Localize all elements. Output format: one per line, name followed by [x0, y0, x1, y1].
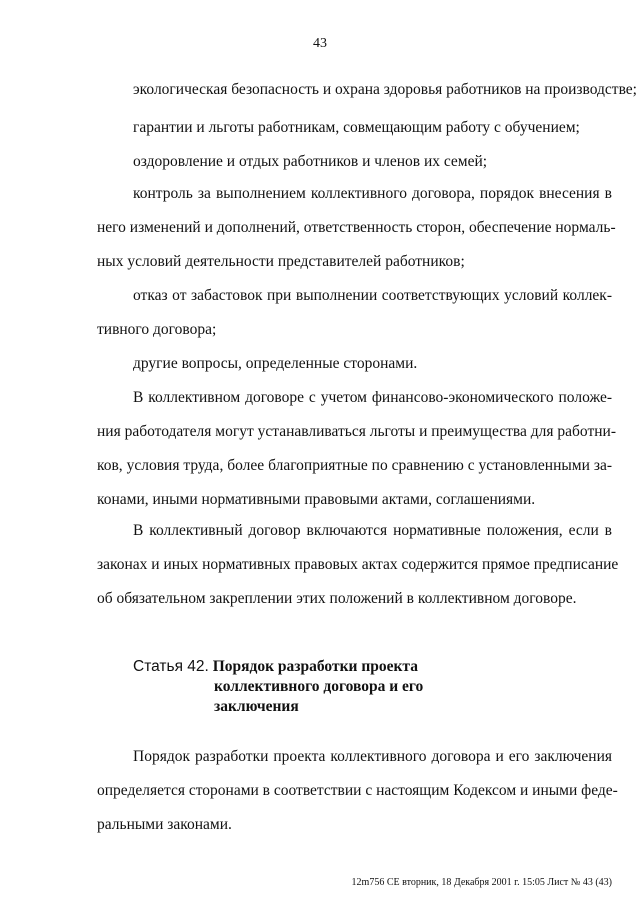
text-line: ных условий деятельности представителей работников;: [97, 253, 465, 270]
text-line: другие вопросы, определенные сторонами.: [133, 355, 418, 372]
text-line: экологическая безопасность и охрана здоровья работников на производстве;: [133, 81, 637, 98]
text-line: тивного договора;: [97, 321, 217, 338]
text-line: законах и иных нормативных правовых актах содержится прямое предписание: [97, 556, 619, 573]
text-line: конами, иными нормативными правовыми актами, соглашениями.: [97, 491, 536, 508]
article-title-line: заключения: [214, 698, 299, 715]
text-line: оздоровление и отдых работников и членов их семей;: [133, 153, 488, 170]
text-line: В коллективном договоре с учетом финансово-экономического положе-: [133, 389, 612, 406]
text-line: гарантии и льготы работникам, совмещающим работу с обучением;: [133, 119, 580, 136]
text-line: ния работодателя могут устанавливаться льготы и преимущества для работни-: [97, 423, 616, 440]
text-line: В коллективный договор включаются нормативные положения, если в: [133, 522, 612, 539]
footer-info: 12m756 СЕ вторник, 18 Декабря 2001 г. 15:05 Лист № 43 (43): [351, 877, 612, 888]
text-line: об обязательном закреплении этих положений в коллективном договоре.: [97, 590, 577, 607]
text-line: определяется сторонами в соответствии с настоящим Кодексом и иными феде-: [97, 782, 618, 799]
text-line: контроль за выполнением коллективного договора, порядок внесения в: [133, 185, 612, 202]
text-line: него изменений и дополнений, ответственность сторон, обеспечение нормаль-: [97, 219, 616, 236]
article-label: Статья 42.: [133, 658, 209, 675]
text-line: ков, условия труда, более благоприятные по сравнению с установленными за-: [97, 457, 612, 474]
article-title-line: Порядок разработки проекта: [212, 658, 418, 675]
article-title-line: коллективного договора и его: [214, 678, 424, 695]
text-line: ральными законами.: [97, 816, 232, 833]
page-number: 43: [313, 36, 327, 51]
text-line: Порядок разработки проекта коллективного договора и его заключения: [133, 748, 612, 765]
article-heading: [133, 657, 418, 677]
text-line: отказ от забастовок при выполнении соответствующих условий коллек-: [133, 287, 612, 304]
